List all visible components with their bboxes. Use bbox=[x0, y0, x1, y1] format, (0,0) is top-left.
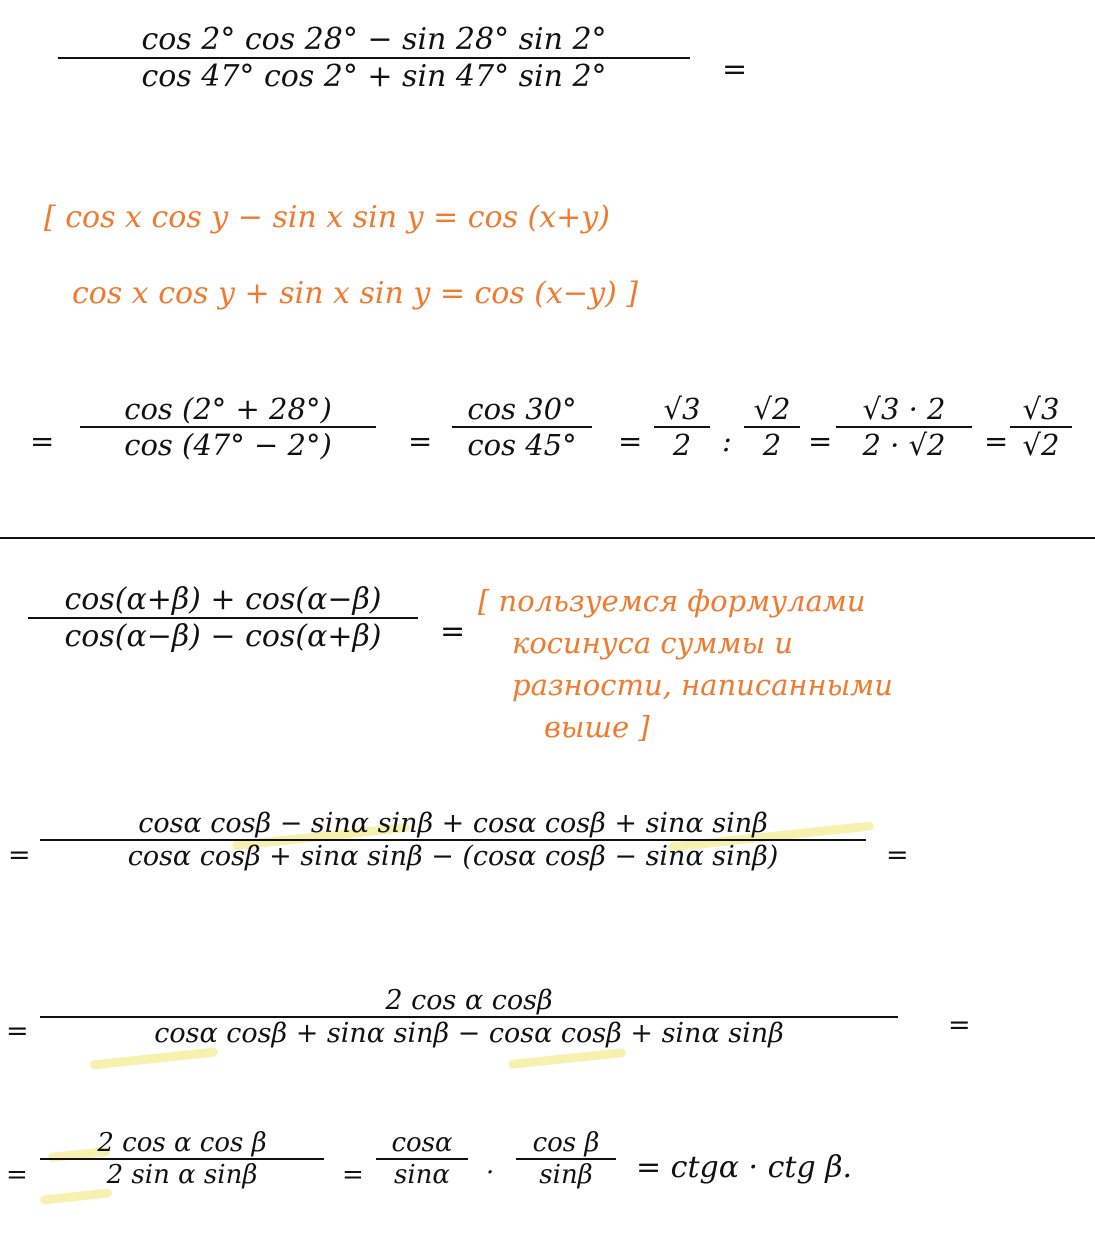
identity-line-1: [ cos x cos y − sin x sin y = cos (x+y) bbox=[44, 200, 610, 235]
formula-note-line-2: косинуса суммы и bbox=[512, 626, 794, 660]
step4-fraction-3 bbox=[516, 1128, 616, 1190]
equals-sign: = bbox=[342, 1160, 364, 1190]
problem1-fraction bbox=[58, 22, 690, 94]
fraction-numerator: √3 bbox=[1022, 392, 1060, 426]
fraction-denominator: cos (47° − 2°) bbox=[124, 428, 332, 462]
step2-denominator: cosα cosβ + sinα sinβ − (cosα cosβ − sinα sinβ) bbox=[127, 841, 779, 872]
highlight-mark bbox=[508, 1048, 626, 1069]
equals-sign: = bbox=[8, 840, 31, 871]
step4-fraction-1 bbox=[40, 1128, 324, 1190]
fraction-numerator: √3 bbox=[663, 392, 701, 426]
problem1-numerator: cos 2° cos 28° − sin 28° sin 2° bbox=[141, 22, 607, 57]
step1-fraction-2 bbox=[452, 392, 592, 462]
step3-numerator: 2 cos α cosβ bbox=[385, 985, 553, 1016]
equals-sign: = bbox=[808, 424, 833, 458]
step1-fraction-4 bbox=[744, 392, 800, 462]
colon-sign: : bbox=[722, 424, 732, 458]
fraction-numerator: cos (2° + 28°) bbox=[124, 392, 332, 426]
fraction-numerator: cos β bbox=[532, 1128, 600, 1158]
fraction-numerator: cosα bbox=[391, 1128, 453, 1158]
equals-sign: = bbox=[886, 840, 909, 871]
step1-fraction-1 bbox=[80, 392, 376, 462]
final-result: = ctgα · ctg β. bbox=[636, 1150, 853, 1185]
section-divider bbox=[0, 537, 1095, 539]
step3-denominator: cosα cosβ + sinα sinβ − cosα cosβ + sinα sinβ bbox=[154, 1018, 784, 1049]
fraction-denominator: 2 bbox=[672, 428, 692, 462]
problem1-denominator: cos 47° cos 2° + sin 47° sin 2° bbox=[141, 59, 607, 94]
problem2-fraction bbox=[28, 582, 418, 654]
highlight-mark bbox=[90, 1047, 218, 1069]
fraction-numerator: √3 · 2 bbox=[862, 392, 946, 426]
equals-sign: = bbox=[440, 614, 466, 649]
identity-line-2: cos x cos y + sin x sin y = cos (x−y) ] bbox=[72, 276, 638, 311]
step2-fraction bbox=[40, 808, 866, 872]
step3-fraction bbox=[40, 985, 898, 1049]
equals-sign: = bbox=[6, 1160, 28, 1190]
multiplication-dot: · bbox=[486, 1158, 495, 1188]
equals-sign: = bbox=[6, 1016, 29, 1047]
step1-fraction-3 bbox=[654, 392, 710, 462]
equals-sign: = bbox=[408, 424, 433, 458]
problem2-numerator: cos(α+β) + cos(α−β) bbox=[64, 582, 382, 617]
equals-sign: = bbox=[722, 52, 748, 87]
step1-fraction-5 bbox=[836, 392, 972, 462]
fraction-numerator: 2 cos α cos β bbox=[97, 1128, 267, 1158]
equals-sign: = bbox=[948, 1010, 971, 1041]
fraction-denominator: 2 bbox=[762, 428, 782, 462]
fraction-denominator: √2 bbox=[1022, 428, 1060, 462]
fraction-denominator: 2 sin α sinβ bbox=[106, 1160, 258, 1190]
fraction-denominator: sinα bbox=[394, 1160, 450, 1190]
equals-sign: = bbox=[618, 424, 643, 458]
fraction-denominator: 2 · √2 bbox=[862, 428, 946, 462]
fraction-denominator: sinβ bbox=[539, 1160, 593, 1190]
equals-sign: = bbox=[30, 424, 55, 458]
highlight-mark bbox=[40, 1188, 113, 1204]
equals-sign: = bbox=[984, 424, 1009, 458]
formula-note-line-4: выше ] bbox=[544, 710, 650, 744]
fraction-denominator: cos 45° bbox=[467, 428, 577, 462]
step4-fraction-2 bbox=[376, 1128, 468, 1190]
problem2-denominator: cos(α−β) − cos(α+β) bbox=[64, 619, 382, 654]
formula-note-line-3: разности, написанными bbox=[512, 668, 893, 702]
fraction-numerator: cos 30° bbox=[467, 392, 577, 426]
step2-numerator: cosα cosβ − sinα sinβ + cosα cosβ + sinα sinβ bbox=[138, 808, 768, 839]
step1-fraction-6 bbox=[1010, 392, 1072, 462]
formula-note-line-1: [ пользуемся формулами bbox=[478, 584, 866, 618]
fraction-numerator: √2 bbox=[753, 392, 791, 426]
